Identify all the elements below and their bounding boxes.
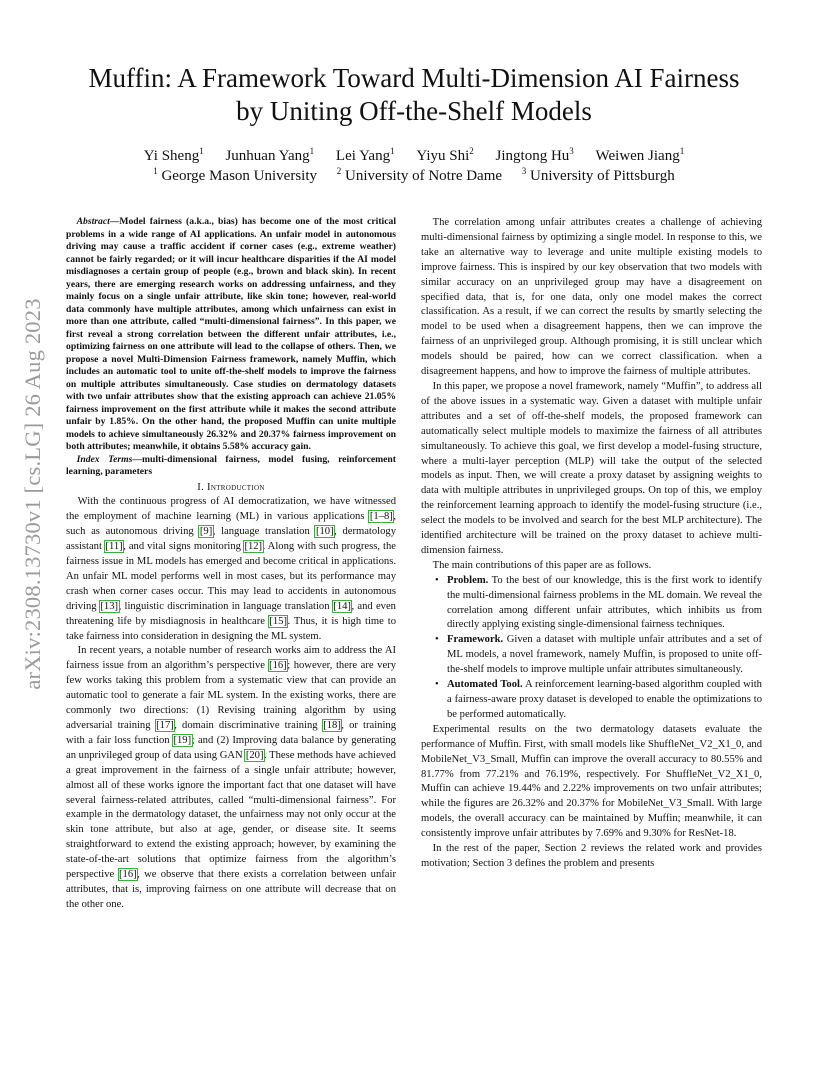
intro-paragraph-3: The correlation among unfair attributes creates a challenge of achieving multi-dimensional fairness by optimizing a single model. In response to this, we take an alternative way to leverage and unite multiple existing models to improve fairness. This is inspired by our key observation that two models with similar accuracy on an unprivileged group may have a disagreement on specified data, that is, for one data, only one model makes the correct classification. As a result, if we can correct the results by smartly selecting the model to be used when a disagreement happens, then we can improve the fairness of an unprivileged group. Although promising, it is still unclear which models should be paired, how can we correct classification. when a disagreement happens, and how to improve the fairness of multiple attributes. (421, 217, 762, 378)
left-column (66, 216, 396, 913)
contributions-intro: The main contributions of this paper are as follows. (432, 559, 652, 571)
author: Jingtong Hu$^3$ (495, 146, 574, 164)
citation-link[interactable]: [18] (323, 720, 341, 731)
arxiv-stamp-text: arXiv:2308.13730v1 [cs.LG] 26 Aug 2023 (20, 298, 45, 690)
citation-link[interactable]: [17] (156, 720, 174, 731)
list-item: • Automated Tool. A reinforcement learning-based algorithm coupled with a fairness-aware proxy dataset is developed to enable the optimizations to be performed automatically. (447, 678, 762, 723)
arxiv-identifier-stamp (18, 238, 48, 750)
intro-paragraph-4: In this paper, we propose a novel framework, namely “Muffin”, to address all of the above issues in a systematic way. Given a dataset with multiple unfair attributes and a set of off-the-shelf models, the proposed framework can automatically select multiple models to maximize the fairness of all attributes simultaneously. To achieve this goal, we first develop a model-fusing structure, where a multi-layer perception (MLP) will take the output of the selected models as input. Then, we will create a proxy dataset by assigning weights to data with multiple attributes in unprivileged groups. On top of this, we employ the reinforcement learning approach to identify the model-fusing structure (i.e., select the models to be involved and search for the best MLP architecture). The identified architecture will be trained on the proxy dataset to achieve multi-dimension fairness. (421, 380, 762, 556)
results-paragraph: Experimental results on the two dermatology datasets evaluate the performance of Muffin. First, with small models like ShuffleNet_V2_X1_0, and MobileNet_V3_Small, Muffin can improve the overall accuracy to 80.55% and 81.77% from 77.21% and 76.19%, respectively. For ShuffleNet_V2_X1_0, Muffin can achieve 19.44% and 2.22% improvements on two unfair attributes; while the figures are 26.32% and 20.37% for MobileNet_V3_Small. With large models, the overall accuracy can be maintained by Muffin; meanwhile, it can consistently improve unfair attributes by 7.69% and 9.30% for ResNet-18. (421, 723, 762, 840)
citation-link[interactable]: [10] (315, 526, 334, 538)
abstract-text: Model fairness (a.k.a., bias) has become one of the most critical problems in a wide range of AI applications. An unfair model in autonomous driving may cause a traffic accident if corner cases (e.g., extreme weather) cannot be fairly regarded; or it will incur healthcare disparities if the AI model misdiagnoses a certain group of people (e.g., brown and black skin). In recent years, there are emerging research works on addressing unfairness, and they mainly focus on a single unfair attribute, like skin tone; however, real-world data commonly have multiple attributes, among which unfairness can exist in more than one attribute, called “multi-dimensional fairness”. In this paper, we first reveal a strong correlation between the different unfair attributes, i.e., optimizing fairness on one attribute will lead to the collapse of others. Then, we propose a novel Multi-Dimension Fairness framework, namely Muffin, which includes an automatic tool to unite off-the-shelf models to improve the fairness on multiple attributes simultaneously. Case studies on dermatology datasets with two unfair attributes show that the existing approach can achieve 21.05% fairness improvement on the first attribute while it makes the second attribute unfair by 1.85%. On the other hand, the proposed Muffin can unite multiple models to achieve simultaneously 26.32% and 20.37% fairness improvement on both attributes; meanwhile, it obtains 5.58% accuracy gain. (66, 216, 396, 452)
citation-link[interactable]: [12] (244, 541, 263, 553)
author-list (60, 146, 768, 166)
citation-link[interactable]: [11] (105, 541, 123, 553)
right-column (421, 216, 762, 872)
title-line-2: by Uniting Off-the-Shelf Models (236, 96, 592, 126)
affiliation-list (60, 166, 768, 186)
citation-link[interactable]: [13] (100, 600, 119, 612)
author: Lei Yang$^1$ (335, 146, 395, 164)
citation-link[interactable]: [15] (269, 615, 287, 627)
citation-link[interactable]: [1–8] (369, 511, 393, 523)
citation-link[interactable]: [20] (245, 749, 264, 761)
index-terms: Index Terms—multi-dimensional fairness, model fusing, reinforcement learning, parameters (66, 453, 396, 477)
affiliation: $^1$ George Mason University (153, 166, 317, 184)
author: Weiwen Jiang$^1$ (595, 146, 685, 164)
affiliation: $^2$ University of Notre Dame (336, 166, 503, 184)
intro-paragraph-1: With the continuous progress of AI democratization, we have witnessed the employment of machine learning (ML) in various applications [1–8], such as autonomous driving [9], language translation [10], dermatology assistant [11], and vital signs monitoring [12]. Along with such progress, the fairness issue in ML models has emerged and become critical in applications. An unfair ML model performs well in most cases, but its performance may crash when corner cases occur. This may lead to accidents in autonomous driving [13], linguistic discrimination in language translation [14], and even threatening life by misdiagnosis in healthcare [15]. Thus, it is high time to take fairness into consideration in designing the ML system. (66, 496, 396, 642)
affiliation: $^3$ University of Pittsburgh (521, 166, 675, 184)
section-heading-introduction: I. Introduction (197, 481, 265, 493)
citation-link[interactable]: [16] (269, 660, 287, 672)
author: Yi Sheng$^1$ (143, 146, 204, 164)
citation-link[interactable]: [14] (333, 600, 351, 612)
author: Junhuan Yang$^1$ (225, 146, 315, 164)
abstract: Abstract—Model fairness (a.k.a., bias) has become one of the most critical problems in a wide range of AI applications. An unfair model in autonomous driving may cause a traffic accident if corner cases (e.g., extreme weather) cannot be fairly regarded; or it will incur healthcare disparities if the AI model misdiagnoses a certain group of people (e.g., brown and black skin). In recent years, there are emerging research works on addressing unfairness, and they mainly focus on a single unfair attribute, like skin tone; however, real-world data commonly have multiple attributes, among which unfairness can exist in more than one attribute, called “multi-dimensional fairness”. In this paper, we first reveal a strong correlation between the different unfair attributes, i.e., optimizing fairness on one attribute will lead to the collapse of others. Then, we propose a novel Multi-Dimension Fairness framework, namely Muffin, which includes an automatic tool to unite off-the-shelf models to improve the fairness on multiple attributes simultaneously. Case studies on dermatology datasets with two unfair attributes show that the existing approach can achieve 21.05% fairness improvement on the first attribute while it makes the second attribute unfair by 1.85%. On the other hand, the proposed Muffin can unite multiple models to achieve simultaneously 26.32% and 20.37% fairness improvement on both attributes; meanwhile, it obtains 5.58% accuracy gain. (66, 216, 396, 452)
intro-paragraph-2: In recent years, a notable number of research works aim to address the AI fairness issue from an algorithm’s perspective [16]; however, there are very few works taking this problem from a systematic view that can provide an automatic tool to generate a fair ML system. In the existing works, there are commonly two directions: (1) Revising training algorithm by using adversarial training [17], domain discriminative training [18], or training with a fair loss function [19]; and (2) Improving data balance by generating an unprivileged group of data using GAN [20]. These methods have achieved a great improvement in the fairness of a single unfair attribute; however, almost all of these works ignore the important fact that one dataset will have several fairness-related attributes, called “multi-dimensional fairness”. For example in the dermatology dataset, the unfairness may not only occur at the skin tone attribute, but also at age, gender, or disease site. It seems straightforward to extend the existing approach; however, by examining the state-of-the-art solutions that optimize fairness from the algorithm’s perspective [16], we observe that there exists a correlation between unfair attributes, that is, improving fairness on one attribute will decrease that on the other one. (66, 645, 396, 910)
citation-link[interactable]: [16] (119, 869, 137, 881)
citation-link[interactable]: [9] (199, 526, 213, 538)
contributions-list (421, 574, 762, 723)
author: Yiyu Shi$^2$ (416, 146, 474, 164)
list-item: • Problem. To the best of our knowledge, this is the first work to identify the multi-dimensional fairness problems in the ML domain. We reveal the correlation among different unfair attributes, which inhibits us from directly applying existing single-dimensional fairness techniques. (447, 574, 762, 634)
list-item: • Framework. Given a dataset with multiple unfair attributes and a set of ML models, a novel framework, namely Muffin, is proposed to unite off-the-shelf models to improve multiple unfair attributes simultaneously. (447, 633, 762, 678)
outline-paragraph: In the rest of the paper, Section 2 reviews the related work and provides motivation; Section 3 defines the problem and presents (421, 843, 762, 869)
title-line-1: Muffin: A Framework Toward Multi-Dimension AI Fairness (88, 63, 740, 93)
paper-title (60, 62, 768, 128)
citation-link[interactable]: [19] (173, 734, 192, 746)
